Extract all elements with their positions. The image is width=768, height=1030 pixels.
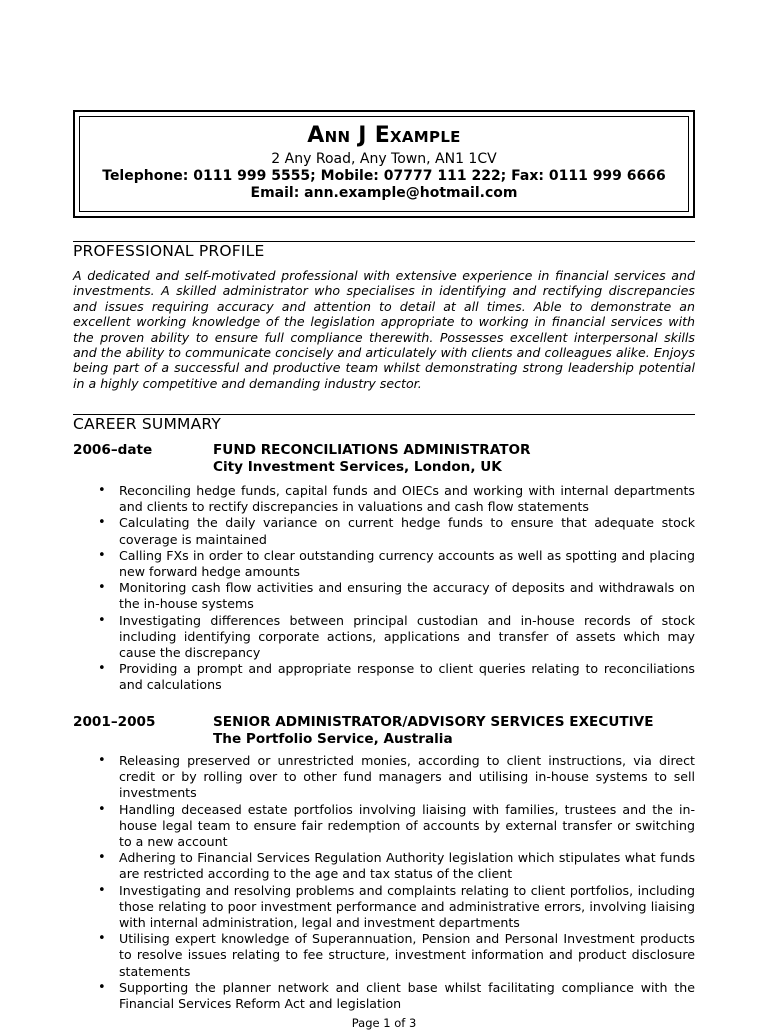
bullet-icon: • [98, 612, 106, 628]
bullet-icon: • [98, 979, 106, 995]
job-title: SENIOR ADMINISTRATOR/ADVISORY SERVICES EXECUTIVE [213, 714, 654, 730]
profile-text: A dedicated and self-motivated professional with extensive experience in financial services and investments. A skilled administrator who specialises in identifying and rectifying discrepancies and issues requiring accuracy and attention to detail at all times. Able to demonstrate an excellent working knowledge of the legislation appropriate to working in financial services with the proven ability to ensure full compliance therewith. Possesses excellent interpersonal skills and the ability to communicate concisely and articulately with clients and colleagues alike. Enjoys being part of a successful and productive team whilst demonstrating strong leadership potential in a highly competitive and demanding industry sector. [73, 268, 695, 391]
list-item: • Providing a prompt and appropriate response to client queries relating to reconciliations and calculations [98, 661, 695, 693]
list-item: • Calling FXs in order to clear outstanding currency accounts as well as spotting and placing new forward hedge amounts [98, 547, 695, 580]
list-item: • Utilising expert knowledge of Superannuation, Pension and Personal Investment products to resolve issues relating to fee structure, investment information and product disclosure statements [98, 931, 695, 979]
list-item: • Supporting the planner network and client base whilst facilitating compliance with the Financial Services Reform Act and legislation [98, 979, 695, 1012]
bullet-icon: • [98, 515, 106, 531]
job-company: The Portfolio Service, Australia [213, 731, 453, 747]
bullet-icon: • [98, 547, 106, 563]
job-company: City Investment Services, London, UK [213, 459, 502, 475]
job-1-bullets [73, 483, 695, 694]
phone-numbers: Telephone: 0111 999 5555; Mobile: 07777 111 222; Fax: 0111 999 6666 [102, 168, 666, 184]
page-number: Page 1 of 3 [351, 1016, 417, 1030]
bullet-icon: • [98, 801, 106, 817]
address: 2 Any Road, Any Town, AN1 1CV [271, 151, 497, 167]
header-box [73, 110, 695, 218]
email: Email: ann.example@hotmail.com [250, 185, 518, 201]
bullet-icon: • [98, 753, 106, 768]
job-2-bullets [73, 753, 695, 1012]
bullet-icon: • [98, 931, 106, 947]
list-item: • Monitoring cash flow activities and ensuring the accuracy of deposits and withdrawals on the in-house systems [98, 580, 695, 612]
job-years: 2001–2005 [73, 714, 156, 730]
bullet-icon: • [98, 850, 106, 866]
header-inner-border [79, 116, 689, 212]
list-item: • Releasing preserved or unrestricted monies, according to client instructions, via direct credit or by rolling over to other fund managers and utilising in-house systems to sell investments [98, 753, 695, 801]
bullet-icon: • [98, 661, 106, 677]
bullet-icon: • [98, 580, 106, 596]
list-item: • Reconciling hedge funds, capital funds and OIECs and working with internal departments and clients to rectify discrepancies in valuations and cash flow statements [98, 483, 695, 515]
list-item: • Handling deceased estate portfolios involving liaising with families, trustees and the in-house legal team to ensure fair redemption of accounts by external transfer or switching to a new account [98, 801, 695, 850]
bullet-icon: • [98, 483, 106, 498]
bullet-icon: • [98, 882, 106, 898]
profile-heading: PROFESSIONAL PROFILE [73, 241, 695, 261]
job-years: 2006–date [73, 442, 153, 458]
list-item: • Investigating differences between principal custodian and in-house records of stock including identifying corporate actions, applications and transfer of assets which may cause the discrepancy [98, 612, 695, 661]
candidate-name: Ann J Example [307, 123, 461, 148]
job-title: FUND RECONCILIATIONS ADMINISTRATOR [213, 442, 531, 458]
career-heading: CAREER SUMMARY [73, 414, 695, 434]
list-item: • Adhering to Financial Services Regulation Authority legislation which stipulates what funds are restricted according to the age and tax status of the client [98, 850, 695, 882]
list-item: • Calculating the daily variance on current hedge funds to ensure that adequate stock coverage is maintained [98, 515, 695, 547]
list-item: • Investigating and resolving problems and complaints relating to client portfolios, including those relating to poor investment performance and administrative errors, involving liaising with internal administration, legal and investment departments [98, 882, 695, 931]
